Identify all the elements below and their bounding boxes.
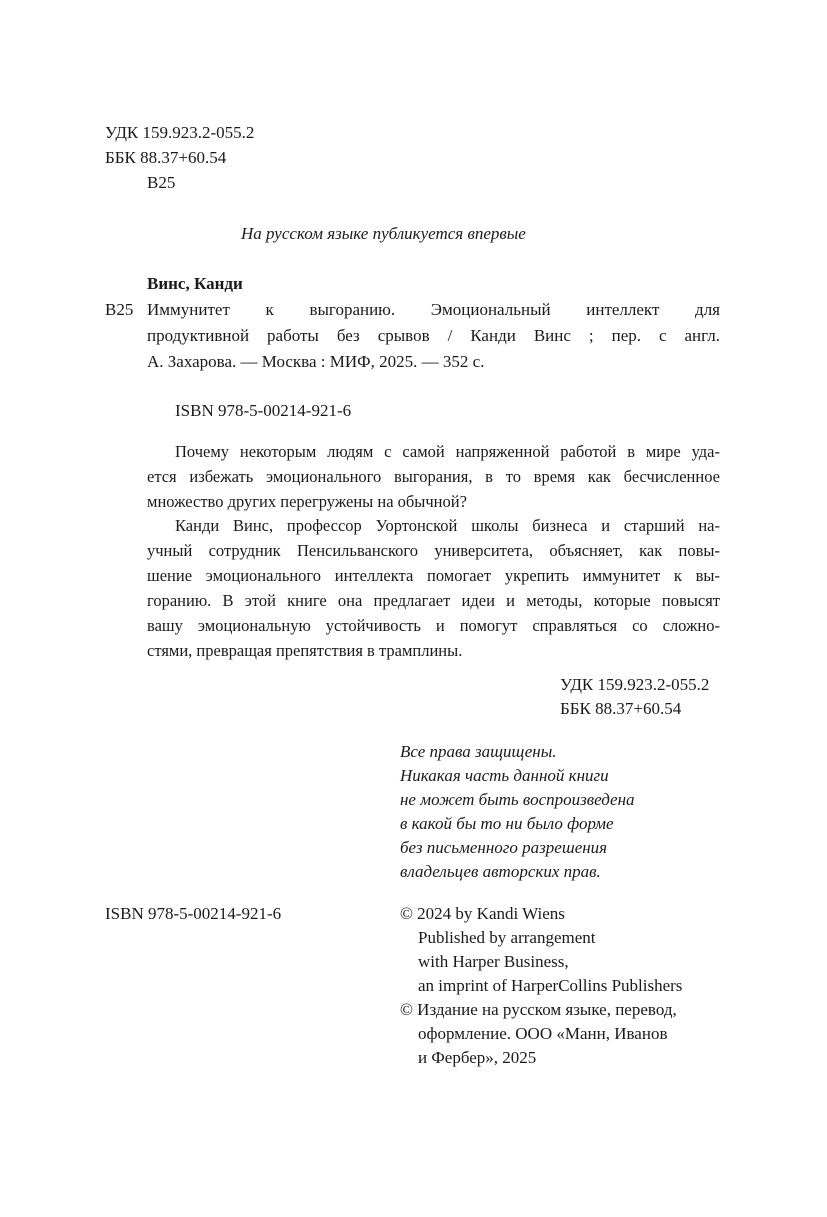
footer-isbn: ISBN 978-5-00214-921-6 — [105, 904, 282, 923]
rights-notice-line: Никакая часть данной книги — [400, 766, 609, 785]
description-line: стями, превращая препятствия в трамплины. — [147, 641, 463, 660]
author-mark-top: В25 — [147, 173, 176, 192]
catalog-title-line: продуктивной работы без срывов / Канди Винс ; пер. с англ. — [147, 326, 720, 345]
copyright-line: © 2024 by Kandi Wiens — [400, 904, 565, 923]
copyright-line: an imprint of HarperCollins Publishers — [418, 976, 683, 995]
rights-notice-line: владельцев авторских прав. — [400, 862, 601, 881]
copyright-line: with Harper Business, — [418, 952, 569, 971]
description-line: Почему некоторым людям с самой напряженной работой в мире уда- — [175, 442, 720, 461]
rights-notice-line: без письменного разрешения — [400, 838, 608, 857]
description-line: шение эмоционального интеллекта помогает укрепить иммунитет к вы- — [147, 566, 720, 585]
catalog-title-line: Иммунитет к выгоранию. Эмоциональный интеллект для — [147, 300, 720, 319]
copyright-line: и Фербер», 2025 — [418, 1048, 537, 1067]
copyright-line: оформление. ООО «Манн, Иванов — [418, 1024, 668, 1043]
rights-notice-line: не может быть воспроизведена — [400, 790, 635, 809]
rights-notice-line: Все права защищены. — [400, 742, 557, 761]
catalog-title-line: А. Захарова. — Москва : МИФ, 2025. — 352 с. — [147, 352, 485, 371]
catalog-isbn: ISBN 978-5-00214-921-6 — [175, 401, 352, 420]
description-line: вашу эмоциональную устойчивость и помогут справляться со сложно- — [147, 616, 720, 635]
copyright-line: Published by arrangement — [418, 928, 596, 947]
rights-notice-line: в какой бы то ни было форме — [400, 814, 614, 833]
bbk-code-top: ББК 88.37+60.54 — [105, 148, 227, 167]
description-line: множество других перегружены на обычной? — [147, 492, 467, 511]
udk-code-bottom: УДК 159.923.2-055.2 — [560, 675, 710, 694]
copyright-line: © Издание на русском языке, перевод, — [400, 1000, 677, 1019]
description-line: горанию. В этой книге она предлагает идеи и методы, которые повысят — [147, 591, 720, 610]
description-line: Канди Винс, профессор Уортонской школы бизнеса и старший на- — [175, 516, 720, 535]
description-line: ется избежать эмоционального выгорания, в то время как бесчисленное — [147, 467, 720, 486]
description-line: учный сотрудник Пенсильванского университета, объясняет, как повы- — [147, 541, 720, 560]
udk-code-top: УДК 159.923.2-055.2 — [105, 123, 255, 142]
catalog-author: Винс, Канди — [147, 274, 243, 293]
first-publication-note: На русском языке публикуется впервые — [241, 224, 526, 243]
catalog-author-mark: В25 — [105, 300, 134, 319]
bbk-code-bottom: ББК 88.37+60.54 — [560, 699, 682, 718]
